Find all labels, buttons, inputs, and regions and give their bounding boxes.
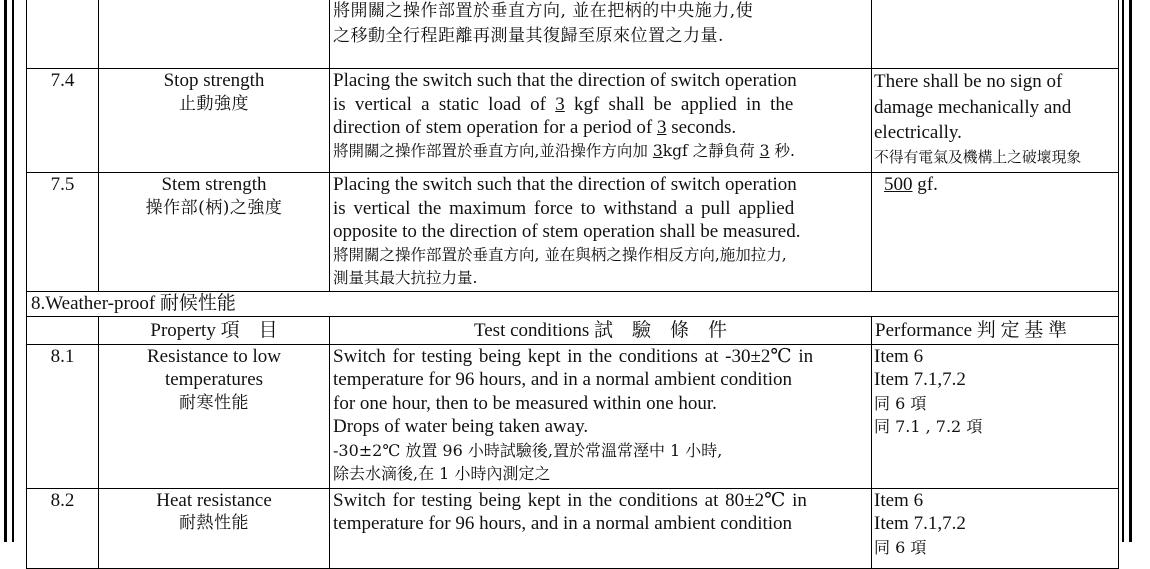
test-conditions-cell: [330, 0, 872, 69]
header-test-conditions: Test conditions 試 驗 條 件: [330, 316, 872, 344]
text-line: for one hour, then to be measured within one hour.: [333, 392, 717, 414]
text-line: Placing the switch such that the direction of switch operation: [333, 174, 797, 195]
text-span: kgf 之靜負荷: [662, 141, 760, 160]
text-line: Item 7.1,7.2: [874, 513, 966, 534]
test-conditions-cell: [330, 173, 872, 292]
text-line: Placing the switch such that the direction of switch operation: [333, 70, 797, 91]
text-span: kgf shall be applied in the: [564, 93, 794, 115]
text-line: Drops of water being taken away.: [333, 416, 589, 437]
text-line: -30±2℃ 放置 96 小時試驗後,置於常溫常溼中 1 小時,: [333, 440, 723, 460]
value-underlined: 3: [555, 93, 565, 115]
property-cell: [99, 173, 330, 292]
page-border-left-outer: [4, 0, 7, 542]
header-property: Property 項 目: [99, 316, 330, 344]
text-line: damage mechanically and: [874, 96, 1072, 118]
text-line: Item 6: [874, 345, 924, 367]
text-line: temperature for 96 hours, and in a normal ambient condition: [333, 513, 793, 534]
performance-cell: [872, 69, 1119, 173]
property-cell: [99, 488, 330, 568]
property-name-en: temperatures: [164, 369, 264, 390]
text-span: is vertical a static load of: [333, 93, 556, 115]
test-conditions-cell: [330, 344, 872, 488]
text-line: 測量其最大抗拉力量.: [333, 269, 478, 287]
text-span: seconds.: [666, 117, 737, 138]
text-line: [333, 93, 868, 117]
property-name-zh: 耐熱性能: [179, 513, 249, 533]
table-row: [27, 344, 1119, 488]
page-border-right-inner: [1122, 0, 1124, 542]
text-line: [333, 116, 868, 140]
test-conditions-cell: [330, 69, 872, 173]
value-underlined: 3: [652, 141, 663, 160]
property-cell: [99, 344, 330, 488]
text-line: [333, 140, 868, 164]
section-heading-row: [27, 291, 1119, 316]
table-header-row: [27, 316, 1119, 344]
text-line: There shall be no sign of: [874, 71, 1063, 92]
value-underlined: 3: [759, 141, 770, 160]
table-row: [27, 0, 1119, 69]
performance-cell: [872, 488, 1119, 568]
table-row: [27, 173, 1119, 292]
text-line: temperature for 96 hours, and in a normal ambient condition: [333, 369, 793, 390]
text-span: 秒.: [769, 141, 795, 160]
text-line: is vertical the maximum force to withstand a pull applied: [333, 197, 795, 219]
spec-table: [26, 0, 1119, 569]
property-cell: [99, 0, 330, 69]
item-number-cell: 7.4: [27, 69, 99, 173]
property-name-en: Stop strength: [163, 70, 265, 91]
value-underlined: 500: [884, 174, 913, 195]
property-name-en: Stem strength: [161, 174, 267, 195]
property-name-en: Resistance to low: [146, 345, 282, 367]
performance-cell: [872, 344, 1119, 488]
property-cell: [99, 69, 330, 173]
text-line: 同 7.1 , 7.2 項: [874, 417, 983, 436]
text-span: gf.: [912, 174, 938, 195]
item-number-cell: 8.2: [27, 488, 99, 568]
property-name-zh: 操作部(柄)之強度: [145, 197, 283, 218]
property-name-zh: 耐寒性能: [179, 392, 249, 413]
text-line: 同 6 項: [874, 393, 927, 413]
header-number-cell: [27, 316, 99, 344]
text-line: 將開關之操作部置於垂直方向, 並在把柄的中央施力,使: [333, 0, 754, 21]
item-number-cell: [27, 0, 99, 69]
header-performance: Performance 判 定 基 準: [872, 316, 1119, 344]
text-line: 不得有電氣及機構上之破壞現象: [874, 148, 1082, 166]
text-line: 同 6 項: [874, 537, 927, 557]
text-line: 之移動全行程距離再測量其復歸至原來位置之力量.: [333, 25, 724, 46]
text-line: [884, 173, 1115, 197]
text-line: 除去水滴後,在 1 小時內測定之: [333, 464, 551, 483]
text-line: 將開關之操作部置於垂直方向, 並在與柄之操作相反方向,施加拉力,: [333, 245, 787, 264]
text-line: opposite to the direction of stem operation shall be measured.: [333, 221, 801, 242]
text-line: electrically.: [874, 122, 962, 143]
property-name-zh: 止動強度: [179, 93, 249, 114]
text-line: Switch for testing being kept in the conditions at 80±2℃ in: [333, 489, 807, 511]
item-number-cell: 8.1: [27, 344, 99, 488]
section-heading: 8.Weather-proof 耐候性能: [27, 291, 1119, 316]
text-span: direction of stem operation for a period of: [333, 117, 657, 138]
table-row: [27, 69, 1119, 173]
performance-cell: [872, 173, 1119, 292]
page-border-right-outer: [1129, 0, 1132, 542]
value-underlined: 3: [656, 117, 667, 138]
performance-cell: [872, 0, 1119, 69]
table-row: [27, 488, 1119, 568]
page-border-left-inner: [12, 0, 14, 542]
property-name-en: Heat resistance: [156, 489, 272, 511]
test-conditions-cell: [330, 488, 872, 568]
text-line: Item 7.1,7.2: [874, 369, 966, 390]
item-number-cell: 7.5: [27, 173, 99, 292]
text-line: Switch for testing being kept in the conditions at -30±2℃ in: [333, 345, 814, 367]
text-line: Item 6: [874, 489, 924, 511]
text-span: 將開關之操作部置於垂直方向,並沿操作方向加: [333, 141, 653, 160]
